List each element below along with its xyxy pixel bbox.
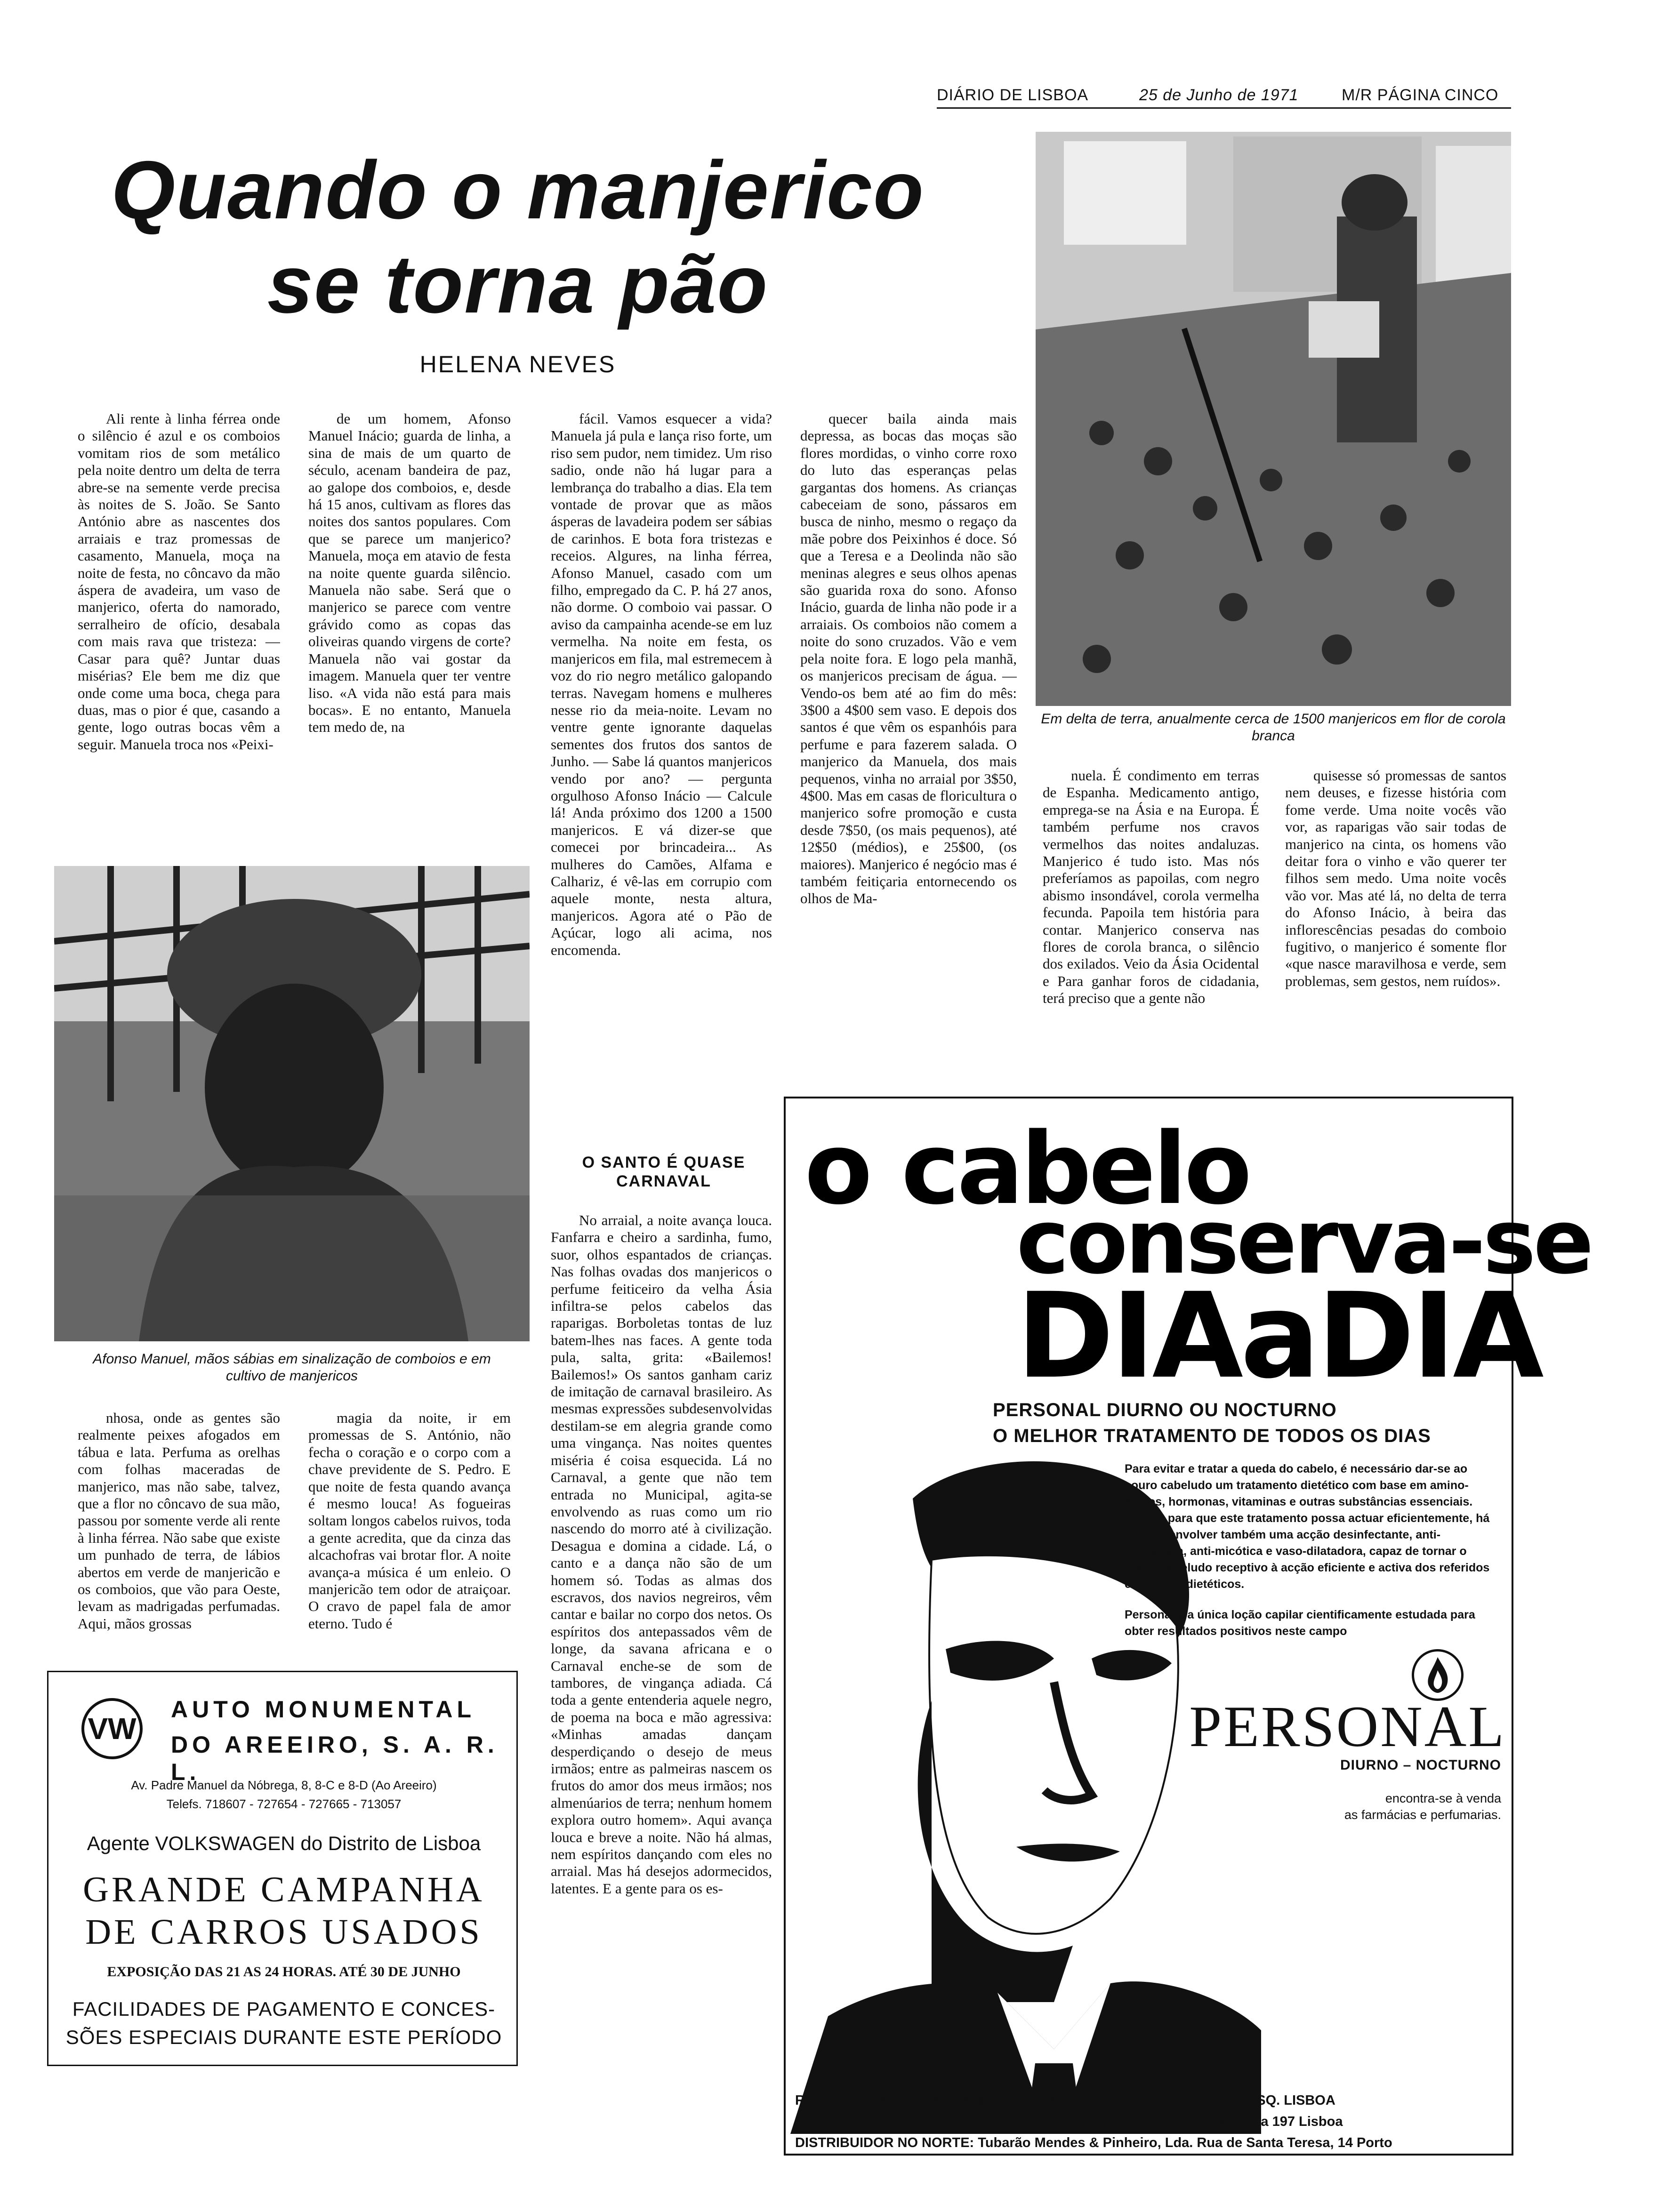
article-column-6 [1285, 767, 1506, 1068]
article-title-line1: Quando o manjerico [111, 144, 925, 236]
article-column-5 [1043, 767, 1259, 1068]
volkswagen-advertisement [47, 1671, 518, 2066]
article-column-6-text: quisesse só promessas de santos nem deuses, e fizesse história com fome verde. Uma noite vocês vão vor, as raparigas vão sair todas de manjerico na cinta, os homens vão deitar fora o vinho e vão querer ter filhos sem medo. Uma noite vocês vão vor. Mas até lá, no delta de terra do Afonso Inácio, à beira das inflorescências pesadas do comboio fugitivo, o manjerico é somente flor «que nasce maravilhosa e verde, sem problemas, sem gestos, nem ruídos». [1285, 767, 1506, 989]
personal-subheadline-1: PERSONAL DIURNO OU NOCTURNO [993, 1400, 1337, 1420]
article-column-2-text: de um homem, Afonso Manuel Inácio; guarda de linha, a sina de mais de um quarto de século, acenam bandeira de paz, ao galope dos comboios, e, desde há 15 anos, cultivam as flores das noites dos santos populares. Com que se parece um manjerico? Manuela, moça em atavio de festa na noite quente guarda silêncio. Manuela não sabe. Será que o manjerico se parece com ventre grávido como as copas das oliveiras quando virgens de corte? Manuela não vai gostar da imagem. Manuela quer ter ventre liso. «A vida não está para mais bocas». E no entanto, Manuela tem medo de, na [308, 410, 511, 736]
vw-facilities-line1: FACILIDADES DE PAGAMENTO E CONCES- [72, 1998, 496, 2020]
vw-facilities-line2: SÕES ESPECIAIS DURANTE ESTE PERÍODO [65, 2026, 502, 2048]
personal-distributor-north: DISTRIBUIDOR NO NORTE: Tubarão Mendes & Pinheiro, Lda. Rua de Santa Teresa, 14 Porto [795, 2135, 1392, 2150]
photo-manjerico-garden [1036, 132, 1511, 706]
vw-agent: Agente VOLKSWAGEN do Distrito de Lisboa [87, 1832, 481, 1854]
vw-logo: VW [81, 1698, 143, 1759]
article-column-5-text: nuela. É condimento em terras de Espanha. Medicamento antigo, emprega-se na Ásia e na Europa. É também perfume nos cravos vermelhos das noites andaluzas. Manjerico é tudo isto. Mas nós preferíamos as papoilas, com negro abismo insondável, corola vermelha fecunda. Papoila tem história para contar. Manjerico conserva nas flores de corola branca, o silêncio dos exilados. Veio da Ásia Ocidental e Para ganhar foros de cidadania, terá preciso que a gente não [1043, 767, 1259, 1007]
article-column-1-text: Ali rente à linha férrea onde o silêncio é azul e os comboios vomitam rios de som metálico pela noite dentro um delta de terra abre-se na semente verde precisa às noites de S. João. Se Santo António abre as nascentes dos arraiais e traz promessas de casamento, Manuela, moça na noite de festa, no côncavo da mão áspera de avadeira, um vaso de manjerico, oferta do namorado, serralheiro de ofício, desabala com mais rava que tristeza: —Casar para quê? Juntar duas misérias? Ele bem me diz que onde come uma boca, chega para duas, mas o pior é que, casando a gente, logo outras bocas vêm a seguir. Manuela troca nos «Peixi- [78, 410, 280, 753]
article-column-7-text: nhosa, onde as gentes são realmente peixes afogados em tábua e lata. Perfuma as orelhas com folhas maceradas de manjerico, mas não sabe, talvez, que a flor no côncavo de sua mão, passou por somente verde ali rente à linha férrea. Não sabe que existe um punhado de terra, de lábios abertos em verde de manjericão e os comboios, que vão para Oeste, levam as madrigadas perfumadas. Aqui, mãos grossas [78, 1410, 280, 1632]
vw-phones: Telefs. 718607 - 727654 - 727665 - 713057 [166, 1797, 402, 1811]
article-column-2 [308, 410, 511, 839]
vw-exposition: EXPOSIÇÃO DAS 21 AS 24 HORAS. ATÉ 30 DE JUNHO [107, 1964, 461, 1980]
vw-address: Av. Padre Manuel da Nóbrega, 8, 8-C e 8-D (Ao Areeiro) [131, 1778, 437, 1792]
vw-dealer-name-line2: DO AREEIRO, S. A. R. L. [171, 1731, 499, 1785]
photo-afonso-manuel-caption: Afonso Manuel, mãos sábias em sinalização de comboios e em cultivo de manjericos [93, 1351, 491, 1384]
masthead-paper: DIÁRIO DE LISBOA [937, 86, 1089, 104]
article-column-9-text: No arraial, a noite avança louca. Fanfarra e cheiro a sardinha, fumo, suor, olhos espantados de crianças. Nas folhas ovadas dos manjericos o perfume feiticeiro da velha Ásia infiltra-se pelos cabelos das raparigas. Borboletas tontas de luz batem-lhes nas faces. A gente toda pula, salta, grita: «Bailemos! Bailemos!» Os santos ganham cariz de imitação de carnaval brasileiro. As mesmas expressões subdesenvolvidas destilam-se em alegria grande como uma vingança. Nas noites quentes miséria é coisa esquecida. Lá no Carnaval, a gente que não tem entrada no Municipal, agita-se envolvendo as ruas como um rio nascendo do morro até à civilização. Desagua e domina a cidade. Lá, o canto e a dança não são de um homem só. Todas as almas dos escravos, dos navios negreiros, vêm cantar e bailar no corpo dos netos. Os espíritos dos antepassados vêm de longe, da savana africana e o Carnaval enche-se de som de tambores, de vingança adiada. Cá toda a gente entenderia aquele negro, de poema na boca e mão agressiva: «Minhas amadas dançam desperdiçando o desejo de meus irmãos; entre as palmeiras nascem os frutos do amor dos meus irmãos; nos almenúarios de terra; nenhum homem explora outro homem». Aqui avança louca e breve a noite. Não há almas, nem espíritos dançando com eles no arraial. Mas há desejos adormecidos, latentes. E a gente para os es- [551, 1212, 772, 1897]
article-column-1 [78, 410, 280, 839]
personal-headline-2: conserva-se [1016, 1190, 1591, 1294]
personal-brand-sub: DIURNO – NOCTURNO [1340, 1757, 1501, 1773]
article-column-4 [800, 410, 1017, 1069]
header-rule [937, 107, 1511, 109]
personal-subheadline-2: O MELHOR TRATAMENTO DE TODOS OS DIAS [993, 1426, 1431, 1446]
masthead-date: 25 de Junho de 1971 [1139, 86, 1299, 104]
masthead-page: M/R PÁGINA CINCO [1342, 86, 1499, 104]
personal-body-2: Personal é a única loção capilar cientificamente estudada para obter resultados positivos neste campo [1125, 1608, 1475, 1638]
article-column-8 [308, 1410, 511, 1654]
personal-headline-3: DIAaDIA [1016, 1267, 1541, 1404]
personal-headline-1: o cabelo [804, 1111, 1249, 1226]
vw-dealer-name-line1: AUTO MONUMENTAL [171, 1696, 475, 1723]
personal-brand: PERSONAL [1189, 1694, 1506, 1759]
personal-distributor-south: DISTRIBUIDOR CENTRO E SUL: J.C.Crespo, Lda Rua da Madalena, 193 a 197 Lisboa [795, 2114, 1343, 2129]
personal-advertisement [784, 1097, 1591, 2156]
vw-campaign-line2: DE CARROS USADOS [85, 1912, 483, 1952]
article-column-8-text: magia da noite, ir em promessas de S. António, não fecha o coração e o corpo com a chave previdente de S. Pedro. E que noite de festa quando avança é mesmo louca! As fogueiras soltam longos cabelos ruivos, toda a gente acredita, que da cinza das alcachofras vai brotar flor. A noite avança-a música é um enleio. O manjericão tem odor de atraiçoar. O cravo de papel fala de amor eterno. Tudo é [308, 1410, 511, 1632]
personal-flame-logo [1412, 1649, 1464, 1701]
subheading-santo-carnaval: O SANTO É QUASE CARNAVAL [582, 1154, 746, 1190]
photo-afonso-manuel [54, 866, 530, 1341]
article-column-4-text: quecer baila ainda mais depressa, as bocas das moças são flores mordidas, o vinho corre roxo do luto das esperanças pelas gargantas dos homens. As crianças cabeceiam de sono, pássaros em busca de ninho, mesmo o regaço da mãe pobre dos Peixinhos é doce. Só que a Teresa e a Deolinda não são meninas alegres e seus olhos apenas são guarida roxa do sono. Afonso Inácio, guarda de linha não pode ir a arraiais. Os comboios não comem a noite do sono cruzados. Vão e vem pela noite fora. E logo pela manhã, os manjericos precisam de água. — Vendo-os bem até ao fim do mês: 3$00 a 4$00 sem vaso. E depois dos santos é que vêm os espanhóis para perfume e para fazerem salada. O manjerico da Manuela, dos mais pequenos, vinha no arraial por 3$50, 4$00. Mas em casas de floricultura o manjerico sofre promoção e custa desde 7$50, (os mais pequenos), até 12$50 (médios), e 25$00, (os maiores). Manjerico é negócio mas é também feitiçaria entornecendo os olhos de Ma- [800, 410, 1017, 907]
photo-manjerico-garden-caption: Em delta de terra, anualmente cerca de 1500 manjericos em flor de corola branca [1041, 711, 1506, 744]
vw-campaign-line1: GRANDE CAMPANHA [83, 1870, 485, 1909]
article-column-7 [78, 1410, 280, 1654]
personal-body-1: Para evitar e tratar a queda do cabelo, é necessário dar-se ao couro cabeludo um tratamento dietético com base em amino-ácidos, hormonas, vitaminas e outras substâncias essenciais. Porém, para que este tratamento possa actuar eficientemente, há que desenvolver também uma acção desinfectante, anti-bacteriana, anti-micótica e vaso-dilatadora, capaz de tornar o couro cabeludo receptivo à acção eficiente e activa dos referidos elementos dietéticos. [1125, 1462, 1490, 1591]
byline: HELENA NEVES [419, 351, 616, 377]
personal-sale-1: encontra-se à venda [1385, 1791, 1501, 1805]
personal-sale-2: as farmácias e perfumarias. [1344, 1808, 1501, 1822]
article-title-line2: se torna pão [267, 239, 769, 330]
article-column-9 [551, 1212, 772, 2153]
article-column-3-text: fácil. Vamos esquecer a vida? Manuela já pula e lança riso forte, um riso sem pudor, nem timidez. Um riso sadio, onde não há lugar para a lembrança do trabalho a dias. Ela tem vontade de provar que as mãos ásperas de lavadeira podem ser sábias de carinhos. E bota fora tristezas e receios. Algures, na linha férrea, Afonso Manuel, casado com um filho, empregado da C. P. há 27 anos, não dorme. O comboio vai passar. O aviso da campainha acende-se em luz vermelha. Na noite em festa, os manjericos em fila, mal estremecem à voz do rio negro metálico galopando terras. Navegam homens e mulheres nesse rio da meia-noite. Levam no ventre gente ignorante daquelas sementes dos frutos dos santos de Junho. — Sabe lá quantos manjericos vendo por ano? — pergunta orgulhoso Afonso Inácio — Calcule lá! Anda próximo dos 1200 a 1500 manjericos. E vá dizer-se que comecei por brincadeira... As mulheres do Camões, Alfama e Calhariz, é vê-las em corrupio com aquele monte, nesta altura, manjericos. Agora até o Pão de Açúcar, logo ali acima, nos encomenda. [551, 410, 772, 958]
article-column-3 [551, 410, 772, 1130]
personal-representatives: REPRESENTANTES: AYMAMI PEIG, LDA. AV. GRÃO VASCO, 45, R/C - ESQ. LISBOA [795, 2093, 1335, 2108]
